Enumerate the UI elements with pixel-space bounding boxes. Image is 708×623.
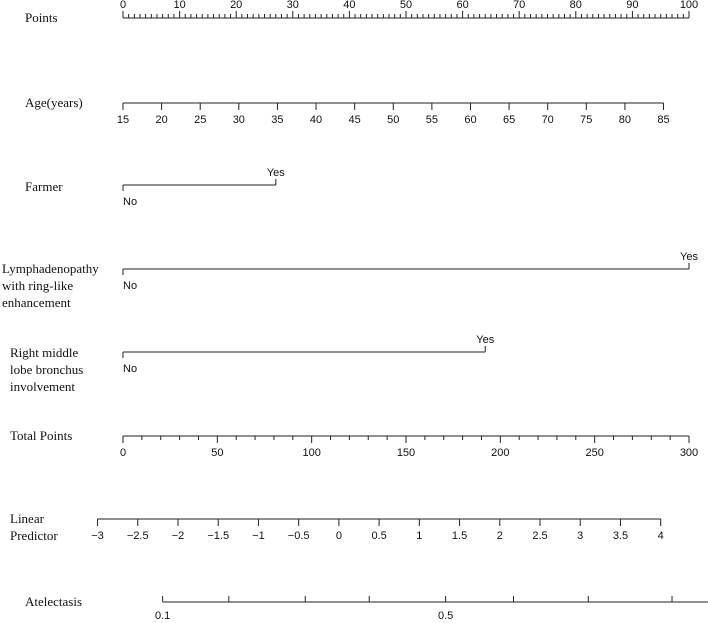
age-tick-label: 55 (425, 114, 438, 126)
rml-label: Right middle (10, 345, 79, 360)
atelectasis-tick-label: 0.5 (437, 610, 454, 622)
age-tick-label: 15 (116, 114, 130, 126)
total-tick-label: 200 (491, 447, 510, 459)
points-tick-label: 70 (513, 0, 526, 11)
rml-category-label: Yes (476, 334, 495, 346)
age-tick-label: 30 (232, 114, 245, 126)
lp-tick-label: −1.5 (207, 530, 230, 542)
total-tick-label: 150 (396, 447, 416, 459)
farmer-category-label: Yes (266, 167, 285, 179)
age-tick-label: 75 (580, 114, 593, 126)
age-tick-label: 40 (309, 114, 323, 126)
total-tick-label: 300 (679, 447, 699, 459)
age-tick-label: 50 (387, 114, 400, 126)
lp-label: Linear (10, 511, 44, 526)
lp-tick-label: −2.5 (126, 530, 149, 542)
lymph-category-label: Yes (680, 251, 698, 263)
lp-tick-label: −0.5 (287, 530, 310, 542)
lp-tick-label: −3 (91, 530, 104, 542)
age-tick-label: 45 (348, 114, 361, 126)
lp-tick-label: 1 (416, 530, 423, 542)
age-tick-label: 80 (618, 114, 632, 126)
total-tick-label: 0 (119, 447, 127, 459)
points-tick-label: 60 (456, 0, 469, 11)
lp-tick-label: 1.5 (451, 530, 468, 542)
lp-tick-label: 3.5 (612, 530, 629, 542)
lp-tick-label: 0 (335, 530, 342, 542)
points-tick-label: 80 (569, 0, 582, 11)
points-tick-label: 30 (286, 0, 299, 11)
lymph-label: Lymphadenopathy (2, 261, 99, 276)
points-tick-label: 10 (173, 0, 186, 11)
age-tick-label: 65 (502, 114, 516, 126)
age-tick-label: 35 (271, 114, 284, 126)
lp-tick-label: 3 (577, 530, 584, 542)
total-tick-label: 100 (302, 447, 321, 459)
rml-label: involvement (10, 379, 75, 394)
farmer-label: Farmer (25, 179, 63, 194)
lp-tick-label: 4 (657, 530, 664, 542)
age-tick-label: 60 (464, 114, 477, 126)
lp-tick-label: −1 (252, 530, 265, 542)
points-tick-label: 50 (399, 0, 413, 11)
total-tick-label: 50 (211, 447, 224, 459)
points-label: Points (25, 10, 58, 25)
farmer-category-label: No (123, 196, 138, 208)
lymph-label: with ring-like (2, 278, 74, 293)
atelectasis-label: Atelectasis (25, 594, 83, 609)
lp-label: Predictor (10, 528, 58, 543)
lp-tick-label: −2 (171, 530, 185, 542)
points-tick-label: 90 (626, 0, 639, 11)
points-tick-label: 100 (679, 0, 699, 11)
age-tick-label: 20 (155, 114, 168, 126)
rml-label: lobe bronchus (10, 362, 84, 377)
points-tick-label: 0 (119, 0, 127, 11)
total-tick-label: 250 (585, 447, 604, 459)
rml-category-label: No (123, 363, 138, 375)
lp-tick-label: 2 (496, 530, 503, 542)
points-tick-label: 40 (343, 0, 356, 11)
age-tick-label: 25 (194, 114, 207, 126)
lp-tick-label: 0.5 (371, 530, 387, 542)
age-tick-label: 70 (541, 114, 554, 126)
lymph-label: enhancement (2, 295, 71, 310)
age-tick-label: 85 (657, 114, 670, 126)
lp-tick-label: 2.5 (532, 530, 548, 542)
lymph-category-label: No (123, 280, 138, 292)
points-tick-label: 20 (230, 0, 243, 11)
age-label: Age(years) (25, 95, 83, 110)
total-label: Total Points (10, 428, 73, 443)
atelectasis-tick-label: 0.1 (154, 610, 171, 622)
